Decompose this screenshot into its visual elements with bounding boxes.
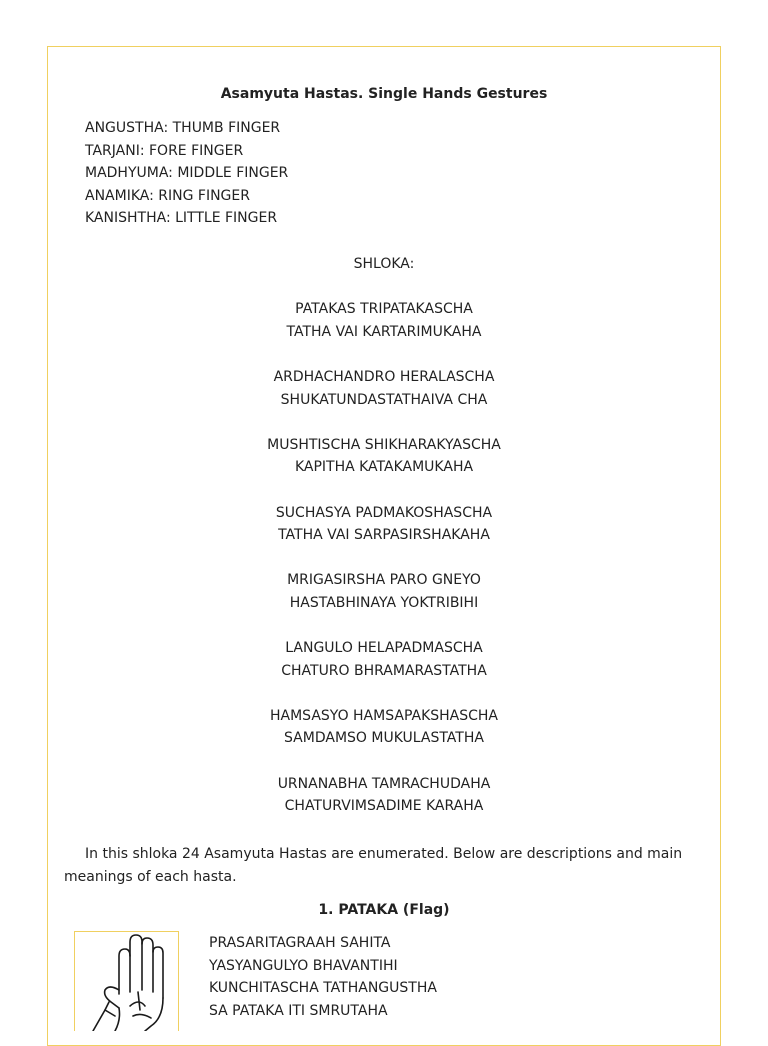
verse-line: PRASARITAGRAAH SAHITA bbox=[209, 935, 391, 951]
shloka-stanza bbox=[0, 637, 768, 682]
finger-item-angustha: ANGUSTHA: THUMB FINGER bbox=[85, 120, 281, 136]
finger-item-kanishtha: KANISHTHA: LITTLE FINGER bbox=[85, 210, 278, 227]
shloka-line: ARDHACHANDRO HERALASCHA bbox=[273, 368, 495, 385]
finger-item-madhyuma: MADHYUMA: MIDDLE FINGER bbox=[85, 165, 289, 182]
verse-line: KUNCHITASCHA TATHANGUSTHA bbox=[209, 980, 437, 997]
verse-line: SA PATAKA ITI SMRUTAHA bbox=[209, 1002, 388, 1019]
shloka-line: SUCHASYA PADMAKOSHASCHA bbox=[275, 504, 493, 521]
shloka-line: TATHA VAI KARTARIMUKAHA bbox=[286, 323, 482, 340]
shloka-stanza bbox=[0, 705, 768, 750]
shloka-line: URNANABHA TAMRACHUDAHA bbox=[277, 775, 491, 792]
shloka-line: KAPITHA KATAKAMUKAHA bbox=[294, 459, 474, 476]
shloka-line: LANGULO HELAPADMASCHA bbox=[285, 640, 483, 657]
pataka-hand-gesture-icon bbox=[75, 932, 178, 1031]
shloka-line: MRIGASIRSHA PARO GNEYO bbox=[287, 572, 481, 589]
shloka-block bbox=[0, 253, 768, 840]
shloka-stanza bbox=[0, 434, 768, 479]
pataka-figure bbox=[74, 931, 179, 1031]
finger-item-anamika: ANAMIKA: RING FINGER bbox=[85, 187, 250, 204]
finger-item-tarjani: TARJANI: FORE FINGER bbox=[85, 142, 244, 159]
shloka-line: MUSHTISCHA SHIKHARAKYASCHA bbox=[267, 436, 501, 453]
intro-paragraph: In this shloka 24 Asamyuta Hastas are enumerated. Below are descriptions and main meanings of each hasta. bbox=[64, 846, 683, 885]
shloka-stanza bbox=[0, 366, 768, 411]
finger-list bbox=[85, 117, 288, 230]
shloka-line: HAMSASYO HAMSAPAKSHASCHA bbox=[269, 707, 499, 724]
verse-line: YASYANGULYO BHAVANTIHI bbox=[209, 957, 398, 974]
shloka-stanza bbox=[0, 502, 768, 547]
shloka-line: HASTABHINAYA YOKTRIBIHI bbox=[289, 594, 479, 611]
shloka-line: TATHA VAI SARPASIRSHAKAHA bbox=[278, 527, 490, 544]
shloka-stanza bbox=[0, 298, 768, 343]
document-title: Asamyuta Hastas. Single Hands Gestures bbox=[220, 86, 548, 102]
shloka-stanza bbox=[0, 773, 768, 818]
shloka-line: CHATURVIMSADIME KARAHA bbox=[284, 798, 484, 815]
shloka-line: CHATURO BHRAMARASTATHA bbox=[281, 662, 487, 679]
pataka-verse bbox=[209, 932, 437, 1022]
shloka-line: PATAKAS TRIPATAKASCHA bbox=[295, 301, 473, 318]
shloka-line: SAMDAMSO MUKULASTATHA bbox=[284, 730, 484, 747]
shloka-heading: SHLOKA: bbox=[353, 256, 415, 272]
shloka-stanza bbox=[0, 569, 768, 614]
pataka-heading: 1. PATAKA (Flag) bbox=[318, 902, 450, 918]
shloka-line: SHUKATUNDASTATHAIVA CHA bbox=[280, 391, 488, 408]
